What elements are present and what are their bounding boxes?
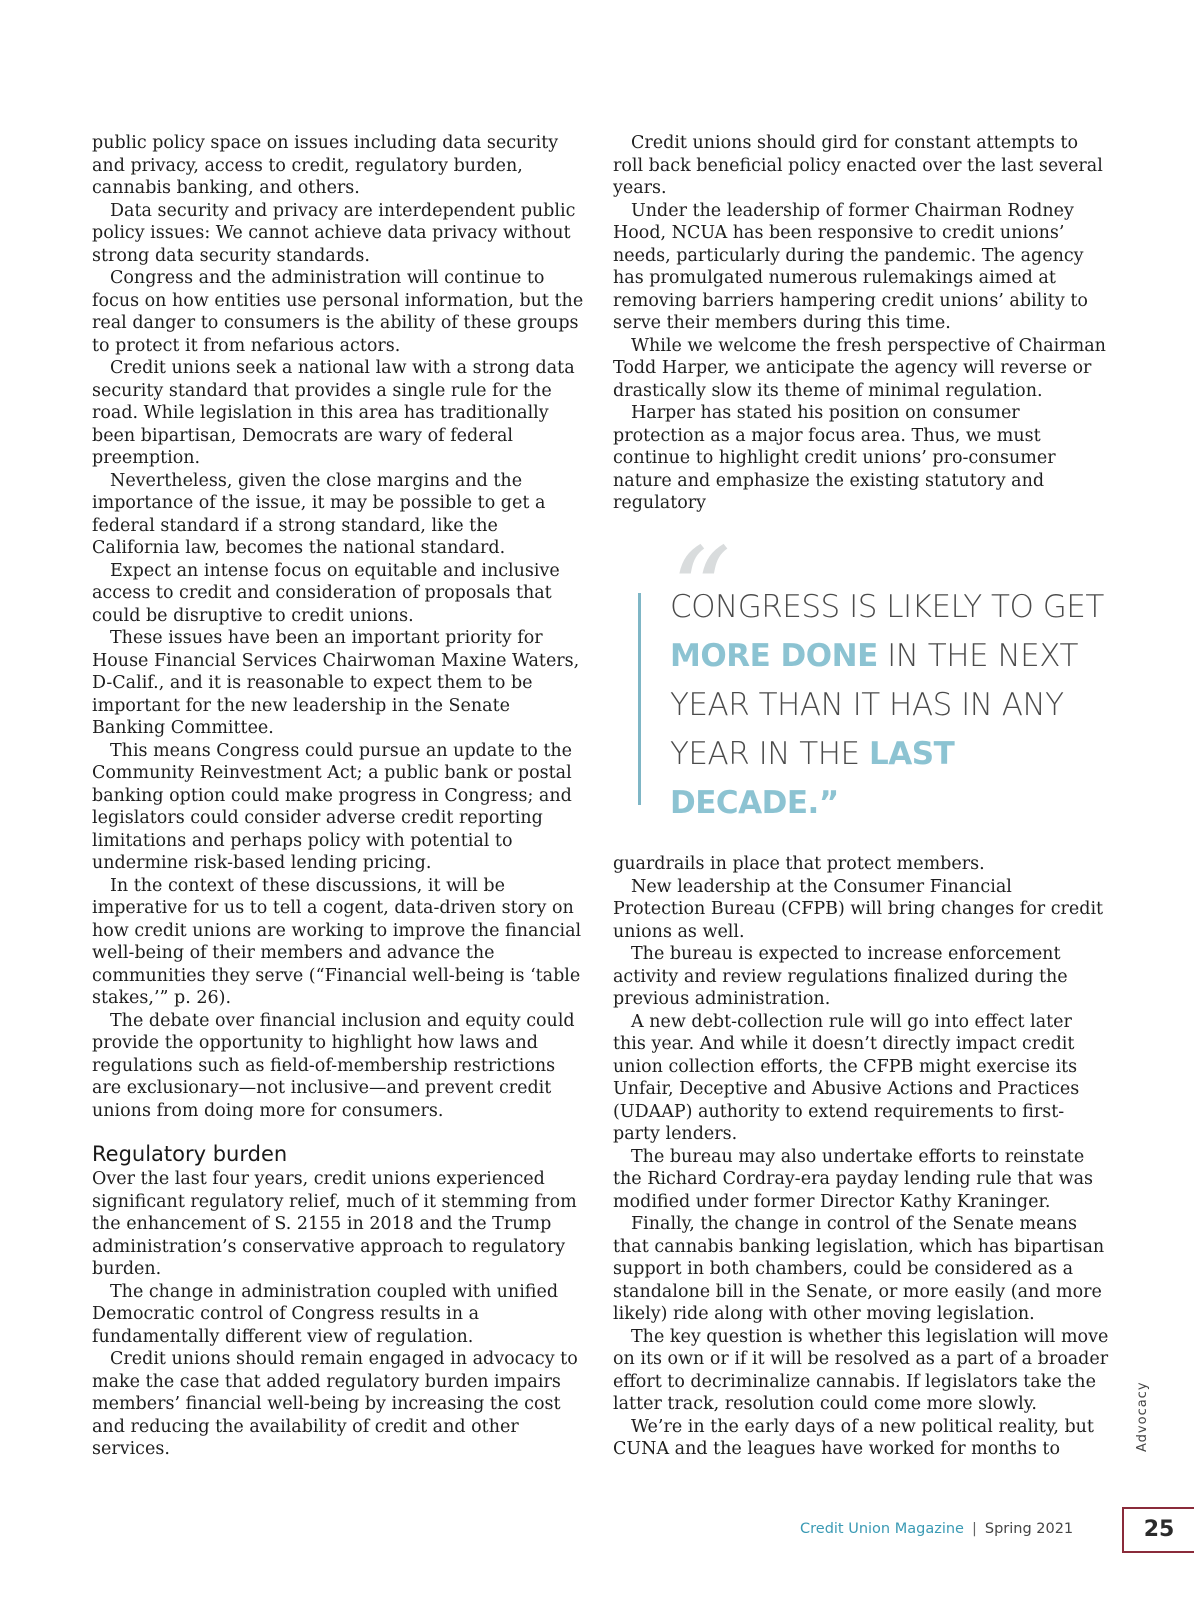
paragraph: The debate over financial inclusion and equity could provide the opportunity to highlight how laws and regulations such as field-of-membership restrictions are exclusionary—not inclusive—and prevent credit unions from doing more for consumers.: [92, 1010, 575, 1121]
paragraph: The bureau may also undertake efforts to reinstate the Richard Cordray-era payday lending rule that was modified under former Director Kathy Kraninger.: [613, 1146, 1093, 1212]
paragraph: A new debt-collection rule will go into effect later this year. And while it doesn’t directly impact credit union collection efforts, the CFPB might exercise its Unfair, Deceptive and Abusive Actions and Practices (UDAAP) authority to extend requirements to first-party lenders.: [613, 1011, 1080, 1144]
paragraph: Congress and the administration will continue to focus on how entities use personal information, but the real danger to consumers is the ability of these groups to protect it from nefarious actors.: [92, 268, 584, 356]
section-heading: Regulatory burden: [92, 1142, 288, 1166]
section-side-label: Advocacy: [1135, 1381, 1150, 1452]
pull-quote-text: [670, 583, 1110, 828]
page-number: 25: [1122, 1507, 1194, 1553]
paragraph: New leadership at the Consumer Financial Protection Bureau (CFPB) will bring changes for credit unions as well.: [613, 876, 1104, 942]
right-column-top: [613, 132, 1109, 515]
pull-quote-part1: CONGRESS IS LIKELY TO GET: [670, 589, 1104, 625]
paragraph: Credit unions seek a national law with a strong data security standard that provides a single rule for the road. While legislation in this area has traditionally been bipartisan, Democrats are wary of federal preemption.: [92, 358, 575, 468]
pull-quote-highlight1: MORE DONE: [670, 638, 878, 674]
paragraph: The change in administration coupled with unified Democratic control of Congress results in a fundamentally different view of regulation.: [92, 1281, 559, 1347]
paragraph: Over the last four years, credit unions experienced significant regulatory relief, much of it stemming from the enhancement of S. 2155 in 2018 and the Trump administration’s conservative approach to regulatory burden.: [92, 1169, 577, 1279]
pull-quote-bar: [638, 593, 641, 805]
page-footer: [800, 1521, 1073, 1537]
pull-quote-part2: IN THE NEXT YEAR THAN IT HAS IN ANY YEAR IN THE: [670, 638, 1078, 772]
paragraph: These issues have been an important priority for House Financial Services Chairwoman Maxine Waters, D-Calif., and it is reasonable to expect them to be important for the new leadership in the Senate Banking Committee.: [92, 628, 580, 738]
paragraph: Credit unions should remain engaged in advocacy to make the case that added regulatory burden impairs members’ financial well-being by increasing the cost and reducing the availability of credit and other services.: [92, 1349, 578, 1459]
issue-date: Spring 2021: [984, 1521, 1074, 1537]
paragraph: This means Congress could pursue an update to the Community Reinvestment Act; a public bank or postal banking option could make progress in Congress; and legislators could consider adverse credit reporting limitations and perhaps policy with potential to undermine risk-based lending pricing.: [92, 740, 573, 873]
paragraph: Harper has stated his position on consumer protection as a major focus area. Thus, we must continue to highlight credit unions’ pro-consumer nature and emphasize the existing statutory and regulatory: [613, 403, 1056, 513]
magazine-name: Credit Union Magazine: [800, 1521, 964, 1537]
paragraph: The key question is whether this legislation will move on its own or if it will be resolved as a part of a broader effort to decriminalize cannabis. If legislators take the latter track, resolution could come more slowly.: [613, 1326, 1109, 1414]
paragraph: In the context of these discussions, it will be imperative for us to tell a cogent, data-driven story on how credit unions are working to improve the financial well-being of their members and advance the communities they serve (“Financial well-being is ‘table stakes,’” p. 26).: [92, 875, 582, 1008]
pull-quote-highlight2: LAST DECADE.”: [670, 736, 955, 821]
left-paragraphs: [92, 132, 588, 1122]
paragraph: Finally, the change in control of the Senate means that cannabis banking legislation, which has bipartisan support in both chambers, could be considered as a standalone bill in the Senate, or more easily (and more likely) ride along with other moving legislation.: [613, 1214, 1105, 1324]
pull-quote: [638, 523, 1108, 825]
paragraph: public policy space on issues including data security and privacy, access to credit, regulatory burden, cannabis banking, and others.: [92, 133, 559, 198]
paragraph: Expect an intense focus on equitable and inclusive access to credit and consideration of proposals that could be disruptive to credit unions.: [92, 560, 560, 626]
paragraph: Under the leadership of former Chairman Rodney Hood, NCUA has been responsive to credit unions’ needs, particularly during the pandemic. The agency has promulgated numerous rulemakings aimed at removing barriers hampering credit unions’ ability to serve their members during this time.: [613, 200, 1088, 333]
paragraph: Credit unions should gird for constant attempts to roll back beneficial policy enacted over the last several years.: [613, 133, 1103, 198]
paragraph: While we welcome the fresh perspective of Chairman Todd Harper, we anticipate the agency will reverse or drastically slow its theme of minimal regulation.: [613, 335, 1106, 401]
paragraph: The bureau is expected to increase enforcement activity and review regulations finalized during the previous administration.: [613, 944, 1068, 1009]
paragraph: We’re in the early days of a new political reality, but CUNA and the leagues have worked for months to: [613, 1416, 1094, 1459]
right-column-bottom: [613, 853, 1109, 1461]
left-column: [92, 132, 588, 1461]
left-paragraphs-after-heading: [92, 1168, 588, 1461]
paragraph: Nevertheless, given the close margins and the importance of the issue, it may be possible to get a federal standard if a strong standard, like the California law, becomes the national standard.: [92, 470, 546, 558]
paragraph: Data security and privacy are interdependent public policy issues: We cannot achieve data privacy without strong data security standards.: [92, 200, 576, 266]
quote-mark-icon: “: [670, 523, 732, 662]
footer-separator: |: [971, 1521, 977, 1537]
paragraph: guardrails in place that protect members.: [613, 854, 985, 874]
